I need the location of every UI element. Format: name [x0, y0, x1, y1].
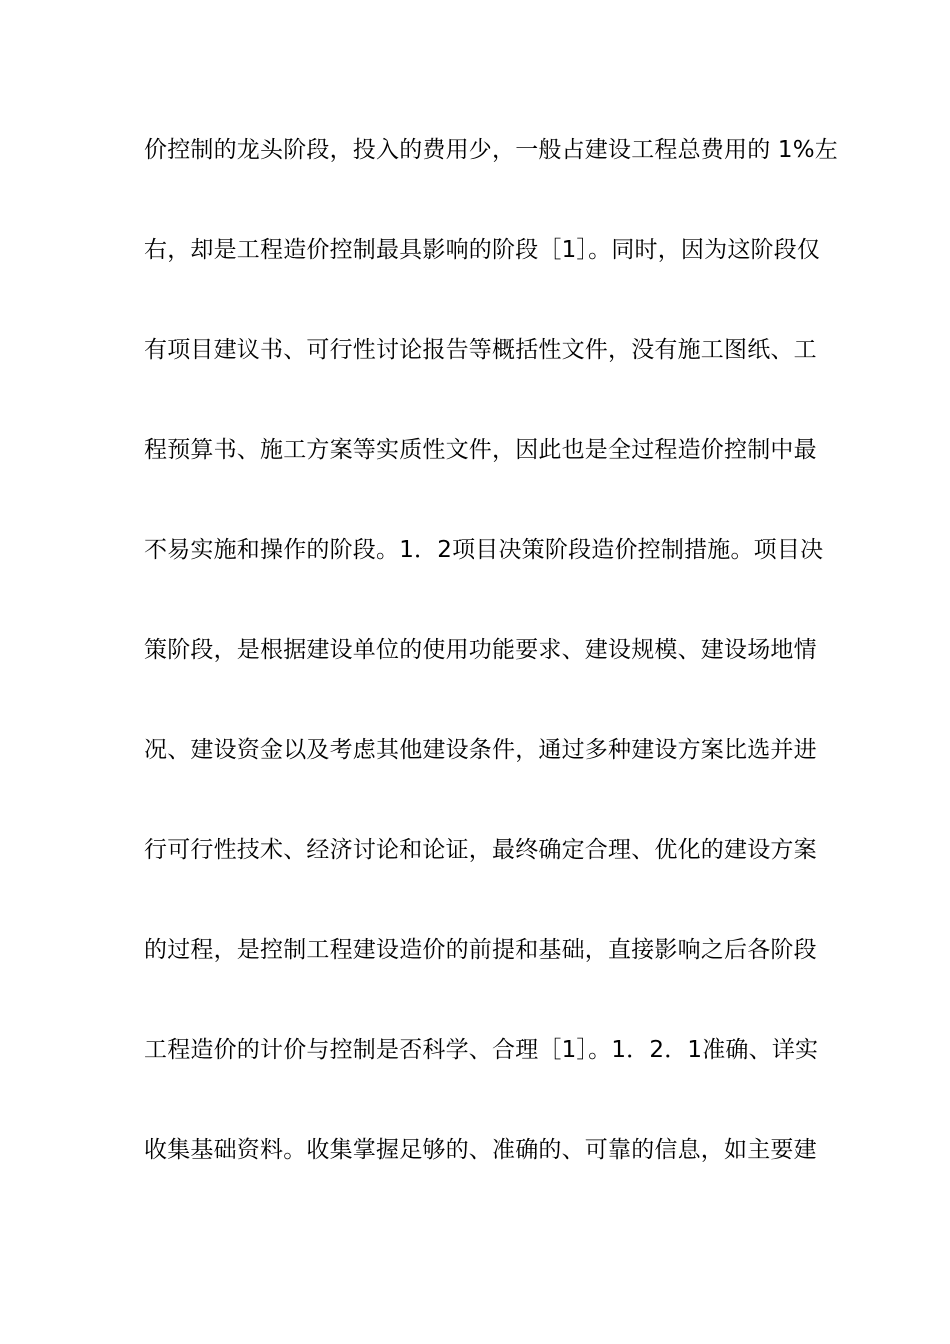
text-line-9: 的过程，是控制工程建设造价的前提和基础，直接影响之后各阶段: [144, 937, 817, 963]
text-line-7: 况、建设资金以及考虑其他建设条件，通过多种建设方案比选并进: [144, 737, 817, 763]
text-line-6: 策阶段，是根据建设单位的使用功能要求、建设规模、建设场地情: [144, 637, 817, 663]
text-line-2: 右，却是工程造价控制最具影响的阶段［1］。同时，因为这阶段仅: [144, 237, 821, 263]
text-line-1: 价控制的龙头阶段，投入的费用少，一般占建设工程总费用的 1%左: [144, 137, 838, 163]
text-line-11: 收集基础资料。收集掌握足够的、准确的、可靠的信息，如主要建: [144, 1137, 817, 1163]
text-line-10: 工程造价的计价与控制是否科学、合理［1］。1．2．1准确、详实: [144, 1037, 819, 1063]
text-line-8: 行可行性技术、经济讨论和论证，最终确定合理、优化的建设方案: [144, 837, 817, 863]
text-line-3: 有项目建议书、可行性讨论报告等概括性文件，没有施工图纸、工: [144, 337, 817, 363]
text-line-4: 程预算书、施工方案等实质性文件，因此也是全过程造价控制中最: [144, 437, 817, 463]
text-line-5: 不易实施和操作的阶段。1．2项目决策阶段造价控制措施。项目决: [144, 537, 824, 563]
